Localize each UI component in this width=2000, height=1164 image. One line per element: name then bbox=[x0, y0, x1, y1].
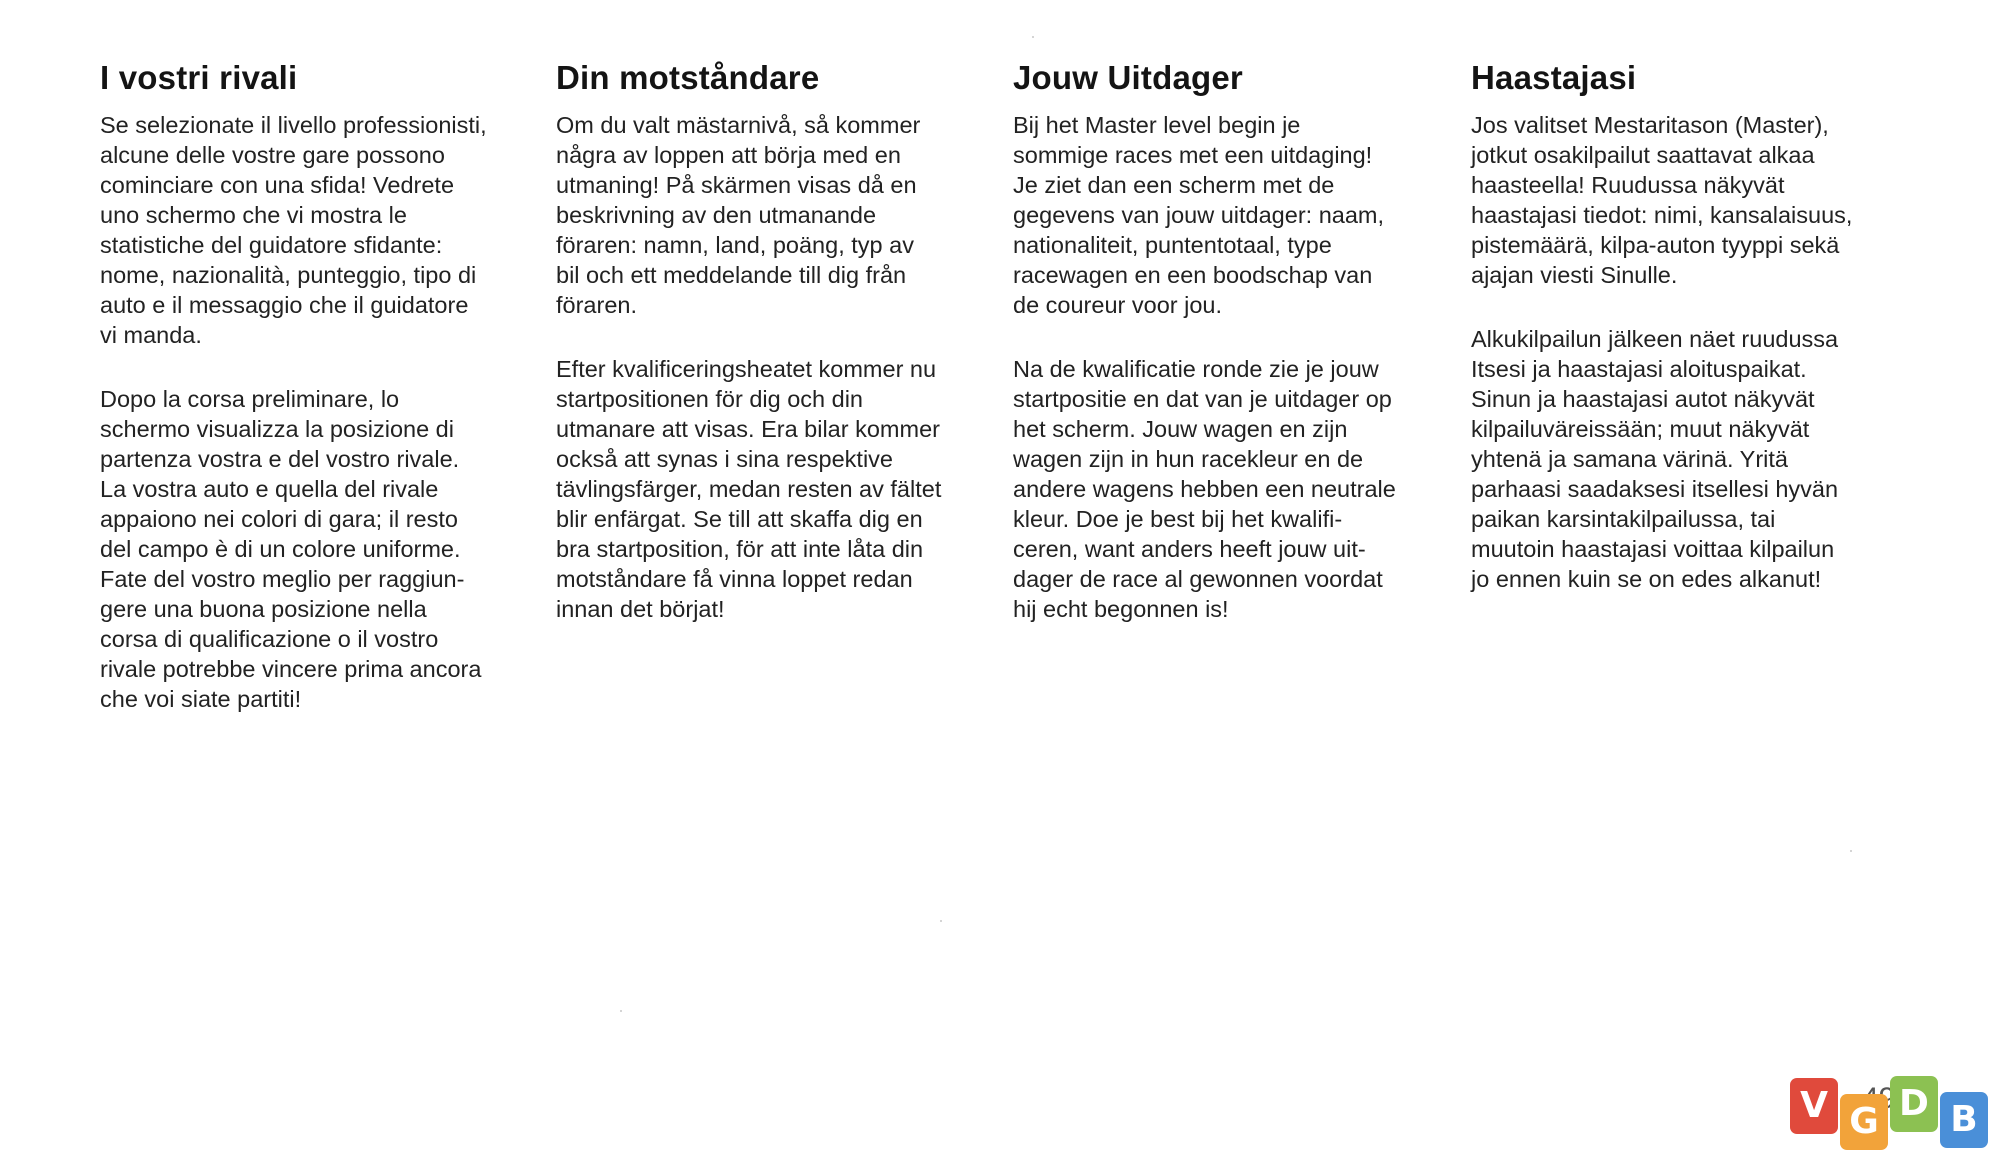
paragraph: Dopo la corsa preliminare, lo schermo visualizza la posizione di partenza vostra e del vostro rivale. La vostra auto e quella del rivale appaiono nei colori di gara; il resto del campo è di un colore uniforme. Fate del vostro meglio per raggiun- gere una buona posizione nella corsa di qualificazione o il vostro rivale potrebbe vincere prima ancora che voi siate partiti! bbox=[100, 386, 482, 712]
paper-speck bbox=[1032, 36, 1034, 38]
column-swedish bbox=[556, 58, 996, 624]
paper-speck bbox=[1850, 850, 1852, 852]
paper-speck bbox=[620, 1010, 622, 1012]
section-heading: Haastajasi bbox=[1471, 59, 1637, 96]
paragraph: Bij het Master level begin je sommige races met een uitdaging! Je ziet dan een scherm met de gegevens van jouw uitdager: naam, nationaliteit, puntentotaal, type racewagen en een boodschap van de coureur voor jou. bbox=[1013, 112, 1385, 318]
vgdb-logo bbox=[1790, 1076, 1990, 1156]
logo-tile-v: V bbox=[1790, 1078, 1838, 1134]
column-finnish bbox=[1471, 58, 1911, 594]
column-dutch bbox=[1013, 58, 1453, 624]
paragraph: Efter kvalificeringsheatet kommer nu startpositionen för dig och din utmanare att visas. Era bilar kommer också att synas i sina respektive tävlingsfärger, medan resten av fältet blir enfärgat. Se till att skaffa dig en bra startposition, för att inte låta din motståndare få vinna loppet redan innan det börjat! bbox=[556, 356, 942, 622]
logo-tile-d: D bbox=[1890, 1076, 1938, 1132]
paragraph: Alkukilpailun jälkeen näet ruudussa Itsesi ja haastajasi aloituspaikat. Sinun ja haastajasi autot näkyvät kilpailuväreissään; muut näkyvät yhtenä ja samana värinä. Yritä parhaasi saadaksesi itsellesi hyvän paikan karsintakilpailussa, tai muutoin haastajasi voittaa kilpailun jo ennen kuin se on edes alkanut! bbox=[1471, 326, 1839, 592]
paragraph: Om du valt mästarnivå, så kommer några av loppen att börja med en utmaning! På skärmen visas då en beskrivning av den utmanande föraren: namn, land, poäng, typ av bil och ett meddelande till dig från föraren. bbox=[556, 112, 921, 318]
paragraph: Na de kwalificatie ronde zie je jouw startpositie en dat van je uitdager op het scherm. Jouw wagen en zijn wagen zijn in hun racekleur en de andere wagens hebben een neutrale kleur. Doe je best bij het kwalifi- ceren, want anders heeft jouw uit- dager de race al gewonnen voordat hij echt begonnen is! bbox=[1013, 356, 1396, 622]
paragraph: Jos valitset Mestaritason (Master), jotkut osakilpailut saattavat alkaa haasteella! Ruudussa näkyvät haastajasi tiedot: nimi, kansalaisuus, pistemäärä, kilpa-auton tyyppi sekä ajajan viesti Sinulle. bbox=[1471, 112, 1853, 288]
section-heading: I vostri rivali bbox=[100, 59, 298, 96]
column-italian bbox=[100, 58, 540, 714]
section-heading: Din motståndare bbox=[556, 59, 820, 96]
logo-tile-b: B bbox=[1940, 1092, 1988, 1148]
paragraph: Se selezionate il livello professionisti, alcune delle vostre gare possono cominciare con una sfida! Vedrete uno schermo che vi mostra le statistiche del guidatore sfidante: nome, nazionalità, punteggio, tipo di auto e il messaggio che il guidatore vi manda. bbox=[100, 112, 487, 348]
logo-tile-g: G bbox=[1840, 1094, 1888, 1150]
paper-speck bbox=[940, 920, 942, 922]
section-heading: Jouw Uitdager bbox=[1013, 59, 1243, 96]
